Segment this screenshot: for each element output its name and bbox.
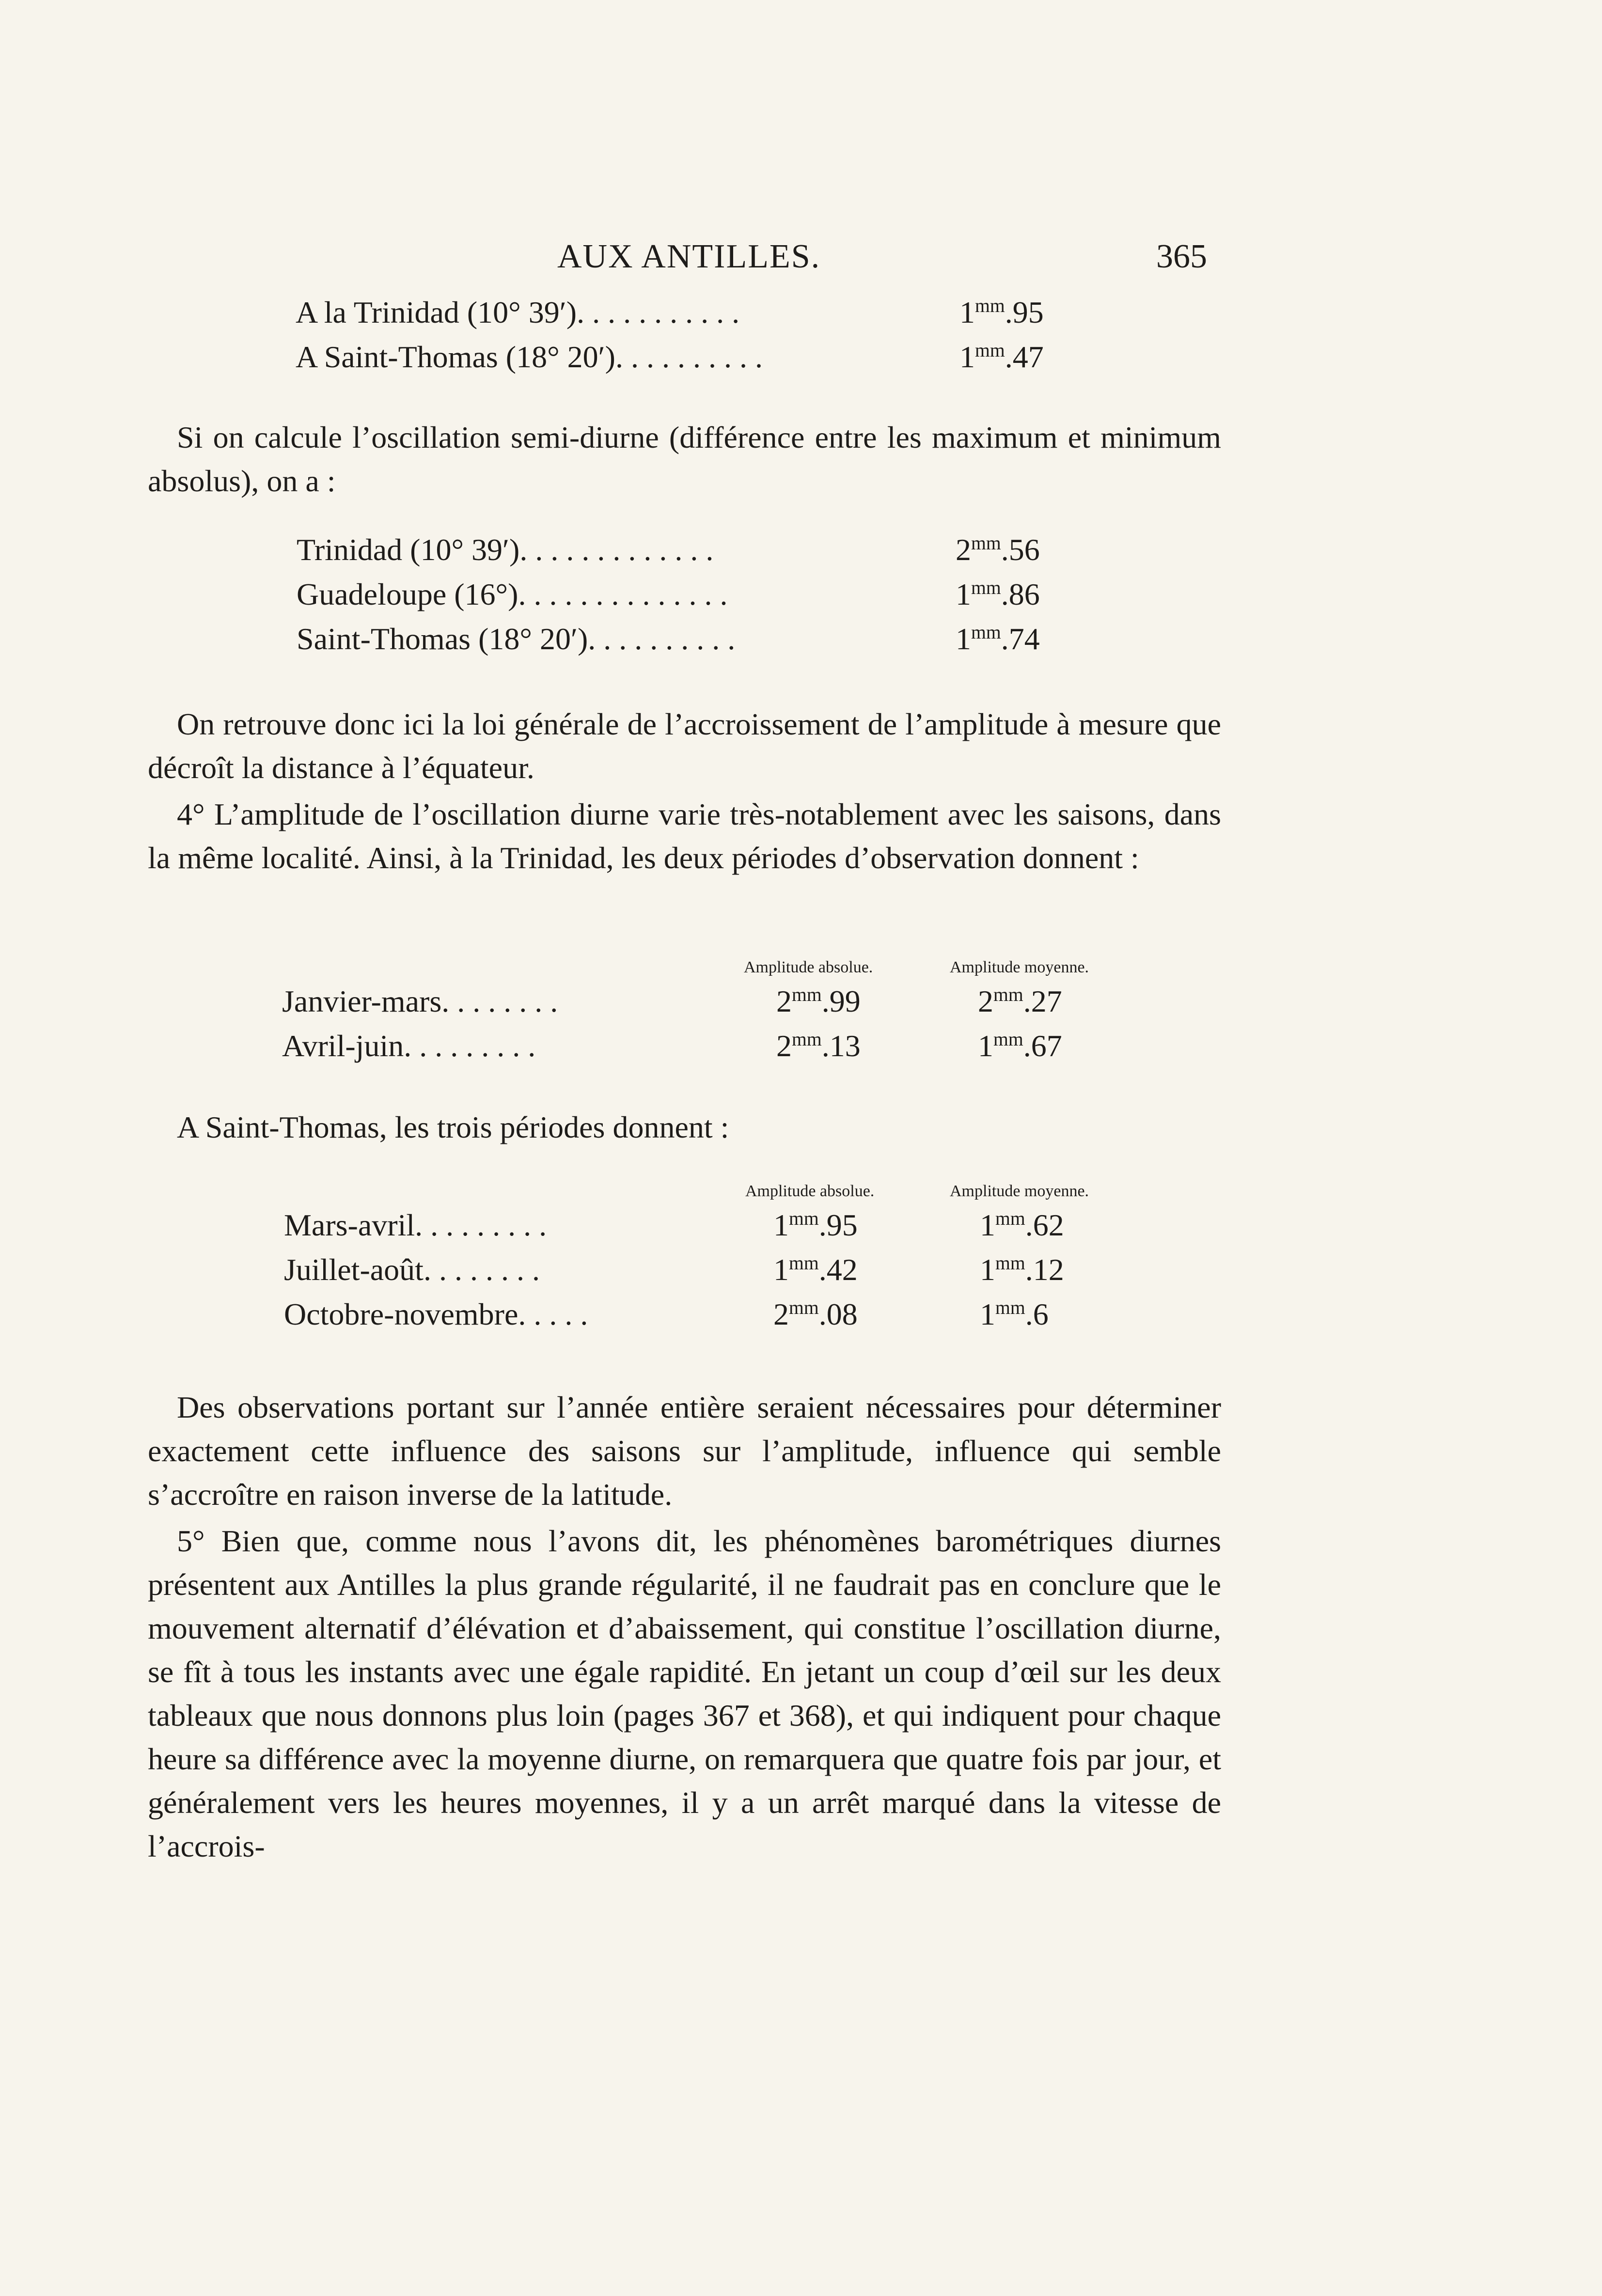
table-row xyxy=(282,1028,1130,1067)
period-label: Avril-juin. . . . . . . . . xyxy=(282,1029,536,1063)
list-item xyxy=(297,532,1120,571)
paragraph: Si on calcule l’oscillation semi-diurne (différence entre les maximum et minimum absolus), on a : xyxy=(148,420,1221,498)
column-header-absolute: Amplitude absolue. xyxy=(744,958,873,976)
absolute-amplitude: $2^{mm}.08$ xyxy=(773,1297,858,1331)
paragraph: On retrouve donc ici la loi générale de l’accroissement de l’amplitude à mesure que décroît la distance à l’équateur. xyxy=(148,707,1221,785)
paragraph: A Saint-Thomas, les trois périodes donnent : xyxy=(177,1110,729,1144)
amplitude-value: $1^{mm}.95$ xyxy=(959,295,1044,329)
list-item xyxy=(296,295,1110,333)
mean-amplitude: $1^{mm}.6$ xyxy=(980,1297,1049,1331)
station-label: A la Trinidad (10° 39′). . . . . . . . . . . xyxy=(296,295,740,329)
mean-amplitude: $1^{mm}.67$ xyxy=(978,1029,1062,1063)
page-number: 365 xyxy=(1156,238,1207,275)
table-row xyxy=(284,1252,1132,1291)
amplitude-value: $2^{mm}.56$ xyxy=(956,532,1040,567)
amplitude-value: $1^{mm}.86$ xyxy=(956,577,1040,611)
list-item xyxy=(296,339,1110,378)
period-label: Mars-avril. . . . . . . . . xyxy=(284,1208,547,1242)
paragraph: 5° Bien que, comme nous l’avons dit, les phénomènes barométriques diurnes présentent aux Antilles la plus grande régularité, il ne faudrait pas en conclure que le mouvement alternatif d’élévation et d’abaissement, qui constitue l’oscillation diurne, se fît à tous les instants avec une égale rapidité. En jetant un coup d’œil sur les deux tableaux que nous donnons plus loin (pages 367 et 368), et qui indiquent pour chaque heure sa différence avec la moyenne diurne, on remarquera que quatre fois par jour, et généralement vers les heures moyennes, il y a un arrêt marqué dans la vitesse de l’accrois- xyxy=(148,1524,1221,1863)
table-row xyxy=(282,984,1130,1022)
page-header xyxy=(0,228,1602,281)
mean-amplitude: $2^{mm}.27$ xyxy=(978,984,1062,1018)
station-label: A Saint-Thomas (18° 20′). . . . . . . . . . xyxy=(296,340,763,374)
column-header-absolute: Amplitude absolue. xyxy=(745,1182,875,1200)
paragraph: Des observations portant sur l’année entière seraient nécessaires pour déterminer exactement cette influence des saisons sur l’amplitude, influence qui semble s’accroître en raison inverse de la latitude. xyxy=(148,1390,1221,1512)
station-label: Guadeloupe (16°). . . . . . . . . . . . . . xyxy=(297,577,728,611)
list-item xyxy=(297,577,1120,615)
table-row xyxy=(284,1207,1132,1246)
absolute-amplitude: $1^{mm}.42$ xyxy=(773,1252,858,1287)
absolute-amplitude: $2^{mm}.99$ xyxy=(776,984,861,1018)
column-header-mean: Amplitude moyenne. xyxy=(950,1182,1089,1200)
period-label: Janvier-mars. . . . . . . . xyxy=(282,984,558,1018)
absolute-amplitude: $1^{mm}.95$ xyxy=(773,1208,858,1242)
table-row xyxy=(284,1296,1132,1335)
period-label: Octobre-novembre. . . . . xyxy=(284,1297,588,1331)
list-item xyxy=(297,621,1120,660)
column-header-mean: Amplitude moyenne. xyxy=(950,958,1089,976)
station-label: Saint-Thomas (18° 20′). . . . . . . . . . xyxy=(297,622,736,656)
paragraph: 4° L’amplitude de l’oscillation diurne varie très-notablement avec les saisons, dans la même localité. Ainsi, à la Trinidad, les deux périodes d’observation donnent : xyxy=(148,797,1221,875)
mean-amplitude: $1^{mm}.62$ xyxy=(980,1208,1064,1242)
period-label: Juillet-août. . . . . . . . xyxy=(284,1252,540,1287)
absolute-amplitude: $2^{mm}.13$ xyxy=(776,1029,861,1063)
amplitude-value: $1^{mm}.74$ xyxy=(956,622,1040,656)
station-label: Trinidad (10° 39′). . . . . . . . . . . . . xyxy=(297,532,714,567)
running-title: AUX ANTILLES. xyxy=(557,238,821,275)
mean-amplitude: $1^{mm}.12$ xyxy=(980,1252,1064,1287)
amplitude-value: $1^{mm}.47$ xyxy=(959,340,1044,374)
